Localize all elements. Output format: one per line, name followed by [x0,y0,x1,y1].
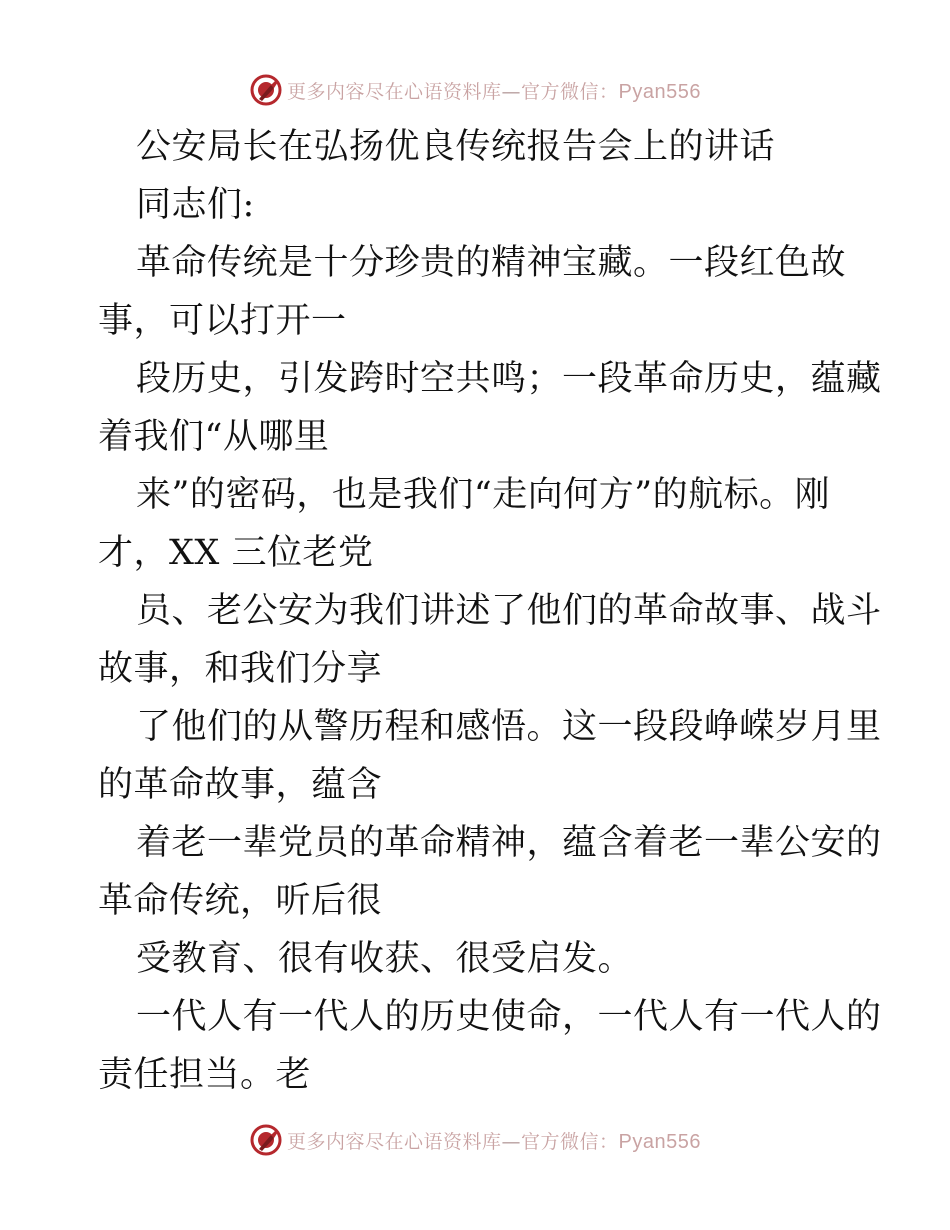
watermark-text: 更多内容尽在心语资料库—官方微信：Pyan556 [287,80,701,103]
text-line: 受教育、很有收获、很受启发。 [136,939,634,979]
text-line: 了他们的从警历程和感悟。这一段段峥嵘岁月里 [136,707,882,747]
text-line: 员、老公安为我们讲述了他们的革命故事、战斗 [136,591,882,631]
text-line: 来”的密码，也是我们“走向何方”的航标。刚 [136,475,831,515]
text-line: 同志们: [136,185,255,225]
text-line: 责任担当。老 [98,1055,312,1095]
document-title: 公安局长在弘扬优良传统报告会上的讲话 [136,127,776,167]
text-line: 的革命故事，蕴含 [98,765,383,805]
text-line: 段历史，引发跨时空共鸣；一段革命历史，蕴藏 [136,359,882,399]
text-line: 故事，和我们分享 [98,649,383,689]
pen-logo-icon [249,73,283,107]
text-line: 革命传统是十分珍贵的精神宝藏。一段红色故 [136,243,847,283]
pen-logo-icon [249,1123,283,1157]
watermark-header [0,70,950,110]
text-line: 才，XX 三位老党 [98,533,374,573]
text-line: 事，可以打开一 [98,301,347,341]
text-line: 着我们“从哪里 [98,417,330,457]
text-line: 一代人有一代人的历史使命，一代人有一代人的 [136,997,882,1037]
text-line: 革命传统，听后很 [98,881,383,921]
text-line: 着老一辈党员的革命精神，蕴含着老一辈公安的 [136,823,882,863]
document-body [98,118,882,1104]
watermark-footer [0,1120,950,1160]
watermark-text: 更多内容尽在心语资料库—官方微信：Pyan556 [287,1130,701,1153]
